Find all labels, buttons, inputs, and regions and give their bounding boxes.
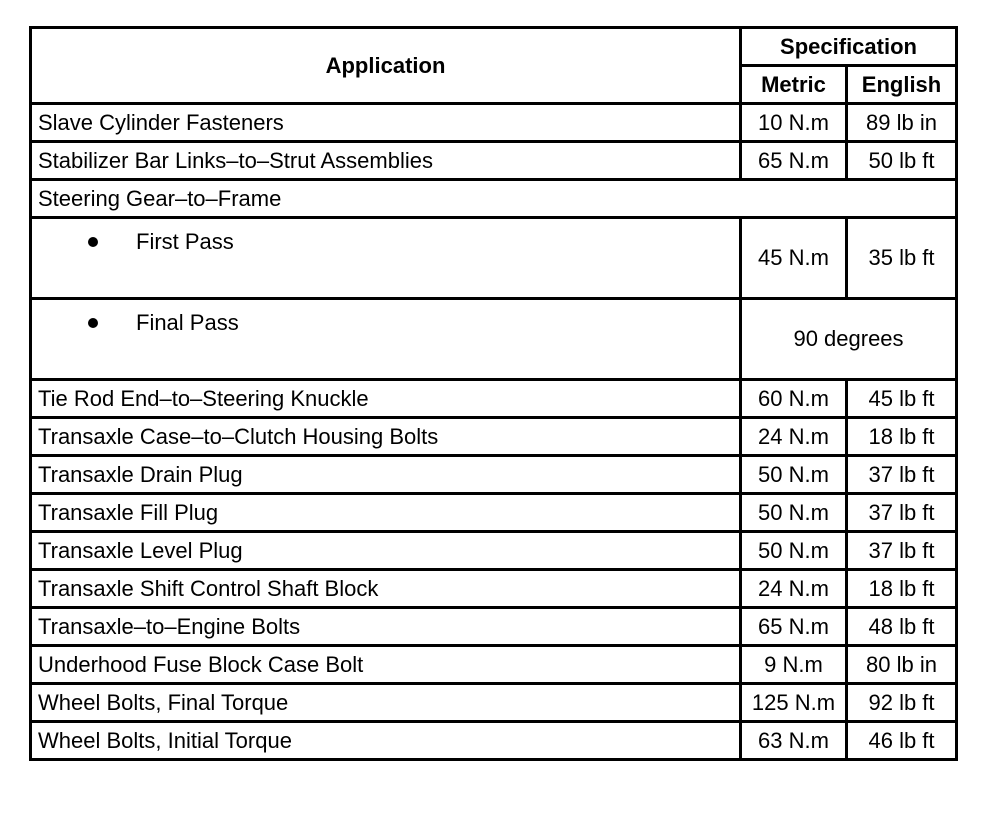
english-cell: 89 lb in	[847, 104, 957, 142]
english-cell: 80 lb in	[847, 646, 957, 684]
english-cell: 92 lb ft	[847, 684, 957, 722]
english-cell: 35 lb ft	[847, 218, 957, 299]
metric-cell: 10 N.m	[741, 104, 847, 142]
english-cell: 46 lb ft	[847, 722, 957, 760]
table-row-group-title	[31, 180, 957, 218]
english-cell: 37 lb ft	[847, 456, 957, 494]
metric-cell: 63 N.m	[741, 722, 847, 760]
application-cell: Wheel Bolts, Initial Torque	[31, 722, 741, 760]
table-row	[31, 494, 957, 532]
table-row	[31, 722, 957, 760]
metric-cell: 65 N.m	[741, 608, 847, 646]
final-pass-cell	[31, 299, 741, 380]
table-row	[31, 104, 957, 142]
metric-cell: 24 N.m	[741, 418, 847, 456]
application-cell: Transaxle Fill Plug	[31, 494, 741, 532]
table-row	[31, 608, 957, 646]
metric-cell: 9 N.m	[741, 646, 847, 684]
table-row	[31, 532, 957, 570]
table-row	[31, 142, 957, 180]
steering-gear-title: Steering Gear–to–Frame	[31, 180, 957, 218]
header-english: English	[847, 66, 957, 104]
application-cell: Wheel Bolts, Final Torque	[31, 684, 741, 722]
final-pass-value: 90 degrees	[741, 299, 957, 380]
application-cell: Slave Cylinder Fasteners	[31, 104, 741, 142]
table-row	[31, 646, 957, 684]
metric-cell: 65 N.m	[741, 142, 847, 180]
english-cell: 50 lb ft	[847, 142, 957, 180]
metric-cell: 50 N.m	[741, 532, 847, 570]
table-row-sub	[31, 218, 957, 299]
application-cell: Transaxle–to–Engine Bolts	[31, 608, 741, 646]
header-specification: Specification	[741, 28, 957, 66]
first-pass-label: First Pass	[136, 229, 234, 254]
header-metric: Metric	[741, 66, 847, 104]
application-cell: Transaxle Shift Control Shaft Block	[31, 570, 741, 608]
english-cell: 37 lb ft	[847, 532, 957, 570]
bullet-icon	[88, 318, 98, 328]
application-cell: Tie Rod End–to–Steering Knuckle	[31, 380, 741, 418]
bullet-icon	[88, 237, 98, 247]
english-cell: 18 lb ft	[847, 418, 957, 456]
application-cell: Transaxle Drain Plug	[31, 456, 741, 494]
header-application: Application	[31, 28, 741, 104]
english-cell: 37 lb ft	[847, 494, 957, 532]
table-row	[31, 684, 957, 722]
english-cell: 48 lb ft	[847, 608, 957, 646]
application-cell: Transaxle Level Plug	[31, 532, 741, 570]
metric-cell: 60 N.m	[741, 380, 847, 418]
metric-cell: 50 N.m	[741, 456, 847, 494]
metric-cell: 45 N.m	[741, 218, 847, 299]
metric-cell: 125 N.m	[741, 684, 847, 722]
table-row-sub	[31, 299, 957, 380]
table-row	[31, 456, 957, 494]
english-cell: 45 lb ft	[847, 380, 957, 418]
first-pass-cell	[31, 218, 741, 299]
application-cell: Stabilizer Bar Links–to–Strut Assemblies	[31, 142, 741, 180]
metric-cell: 24 N.m	[741, 570, 847, 608]
table-row	[31, 570, 957, 608]
table-row	[31, 418, 957, 456]
application-cell: Underhood Fuse Block Case Bolt	[31, 646, 741, 684]
torque-spec-table	[29, 26, 958, 761]
application-cell: Transaxle Case–to–Clutch Housing Bolts	[31, 418, 741, 456]
english-cell: 18 lb ft	[847, 570, 957, 608]
table-row	[31, 380, 957, 418]
final-pass-label: Final Pass	[136, 310, 239, 335]
metric-cell: 50 N.m	[741, 494, 847, 532]
